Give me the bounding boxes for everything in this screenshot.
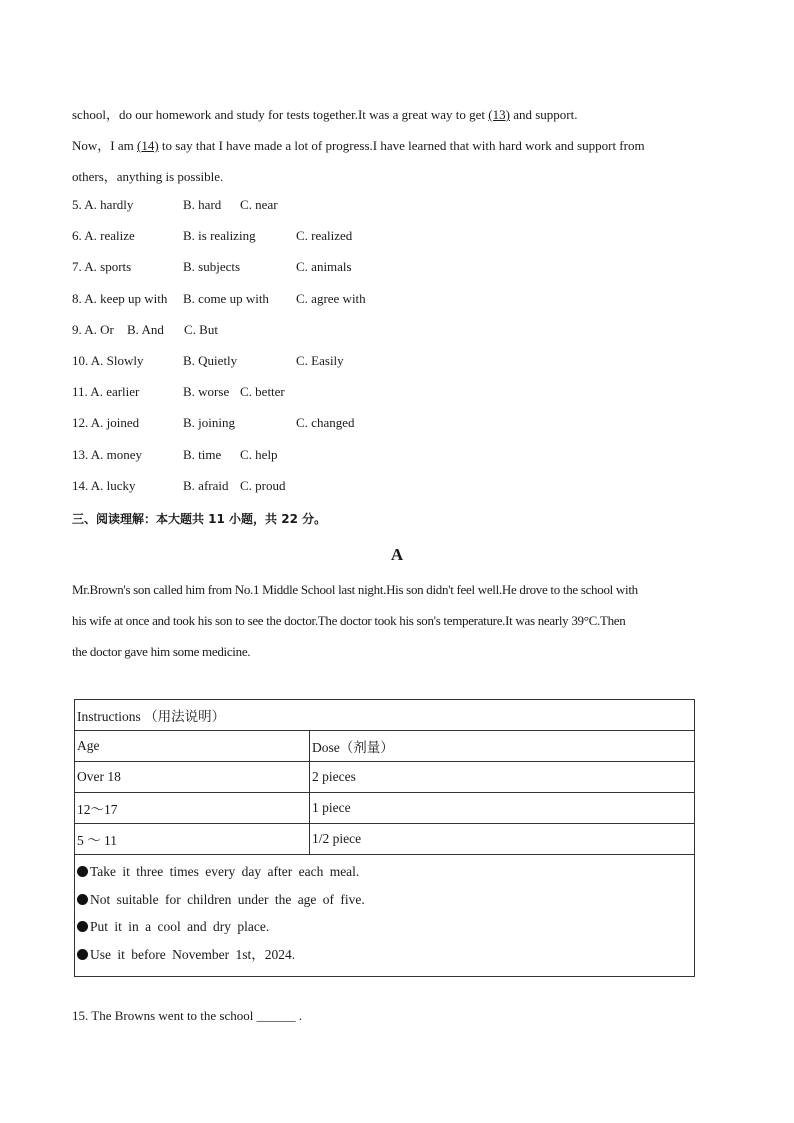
option-a: 8. A. keep up with: [72, 290, 168, 306]
bullet-icon: [77, 921, 88, 932]
table-row: [75, 762, 695, 793]
dose-cell: 1/2 piece: [310, 824, 695, 855]
passage-line: Now，I am (14) to say that I have made a lot of progress.I have learned that with hard work and support from: [72, 138, 645, 153]
note-item: Use it before November 1st，2024.: [77, 941, 692, 969]
option-a: 12. A. joined: [72, 415, 140, 431]
bullet-icon: [77, 949, 88, 960]
option-b: B. worse: [183, 384, 230, 400]
passage-line: school，do our homework and study for tests together.It was a great way to get (13) and support.: [72, 107, 578, 122]
section-heading: 三、阅读理解：本大题共 11 小题，共 22 分。: [72, 512, 327, 526]
note-item: Take it three times every day after each meal.: [77, 858, 692, 886]
option-b: B. And: [127, 321, 164, 337]
blank-13: (13): [488, 107, 510, 122]
option-c: C. proud: [240, 477, 286, 493]
option-c: C. near: [240, 197, 278, 212]
option-c: C. animals: [296, 259, 352, 275]
age-cell: 5 ～ 11: [75, 824, 310, 855]
dose-cell: 1 piece: [310, 793, 695, 824]
option-a: 9. A. Or: [72, 321, 114, 337]
option-c: C. changed: [296, 415, 355, 431]
header-age: Age: [75, 731, 310, 762]
instructions-table: [74, 699, 695, 977]
option-a: 14. A. lucky: [72, 477, 136, 493]
passage-line: the doctor gave him some medicine.: [72, 644, 251, 659]
option-a: 6. A. realize: [72, 228, 135, 244]
option-a: 11. A. earlier: [72, 384, 140, 400]
question-15: 15. The Browns went to the school ______ .: [72, 1008, 303, 1023]
option-a: 5. A. hardly: [72, 197, 134, 212]
option-b: B. hard: [183, 197, 222, 212]
dose-cell: 2 pieces: [310, 762, 695, 793]
option-b: B. afraid: [183, 477, 229, 493]
option-b: B. come up with: [183, 290, 269, 306]
blank-14: (14): [137, 138, 159, 153]
header-dose: Dose（剂量）: [310, 731, 695, 762]
option-c: C. realized: [296, 228, 353, 244]
option-b: B. subjects: [183, 259, 241, 275]
bullet-icon: [77, 866, 88, 877]
option-c: C. better: [240, 384, 285, 400]
option-c: C. agree with: [296, 290, 366, 306]
option-b: B. is realizing: [183, 228, 256, 244]
table-title: Instructions （用法说明）: [75, 700, 695, 731]
table-row: [75, 855, 695, 977]
age-cell: Over 18: [75, 762, 310, 793]
option-b: B. joining: [183, 415, 236, 431]
option-b: B. time: [183, 446, 222, 462]
passage-line: his wife at once and took his son to see the doctor.The doctor took his son's temperature.It was nearly 39°C.Then: [72, 613, 626, 628]
note-item: Put it in a cool and dry place.: [77, 913, 692, 941]
option-b: B. Quietly: [183, 353, 238, 368]
table-row: [75, 793, 695, 824]
table-row: [75, 731, 695, 762]
table-row: [75, 700, 695, 731]
passage-line: Mr.Brown's son called him from No.1 Middle School last night.His son didn't feel well.He drove to the school with: [72, 582, 638, 597]
answer-blank: ______: [256, 1008, 296, 1023]
table-row: [75, 824, 695, 855]
option-a: 10. A. Slowly: [72, 353, 144, 368]
passage-line: others，anything is possible.: [72, 169, 224, 184]
notes-cell: [75, 855, 695, 977]
option-c: C. Easily: [296, 353, 344, 368]
option-a: 13. A. money: [72, 446, 143, 462]
option-a: 7. A. sports: [72, 259, 132, 275]
note-item: Not suitable for children under the age of five.: [77, 886, 692, 914]
passage-title: A: [390, 545, 404, 564]
bullet-icon: [77, 894, 88, 905]
option-c: C. help: [240, 446, 278, 462]
age-cell: 12～17: [75, 793, 310, 824]
option-c: C. But: [184, 321, 218, 337]
